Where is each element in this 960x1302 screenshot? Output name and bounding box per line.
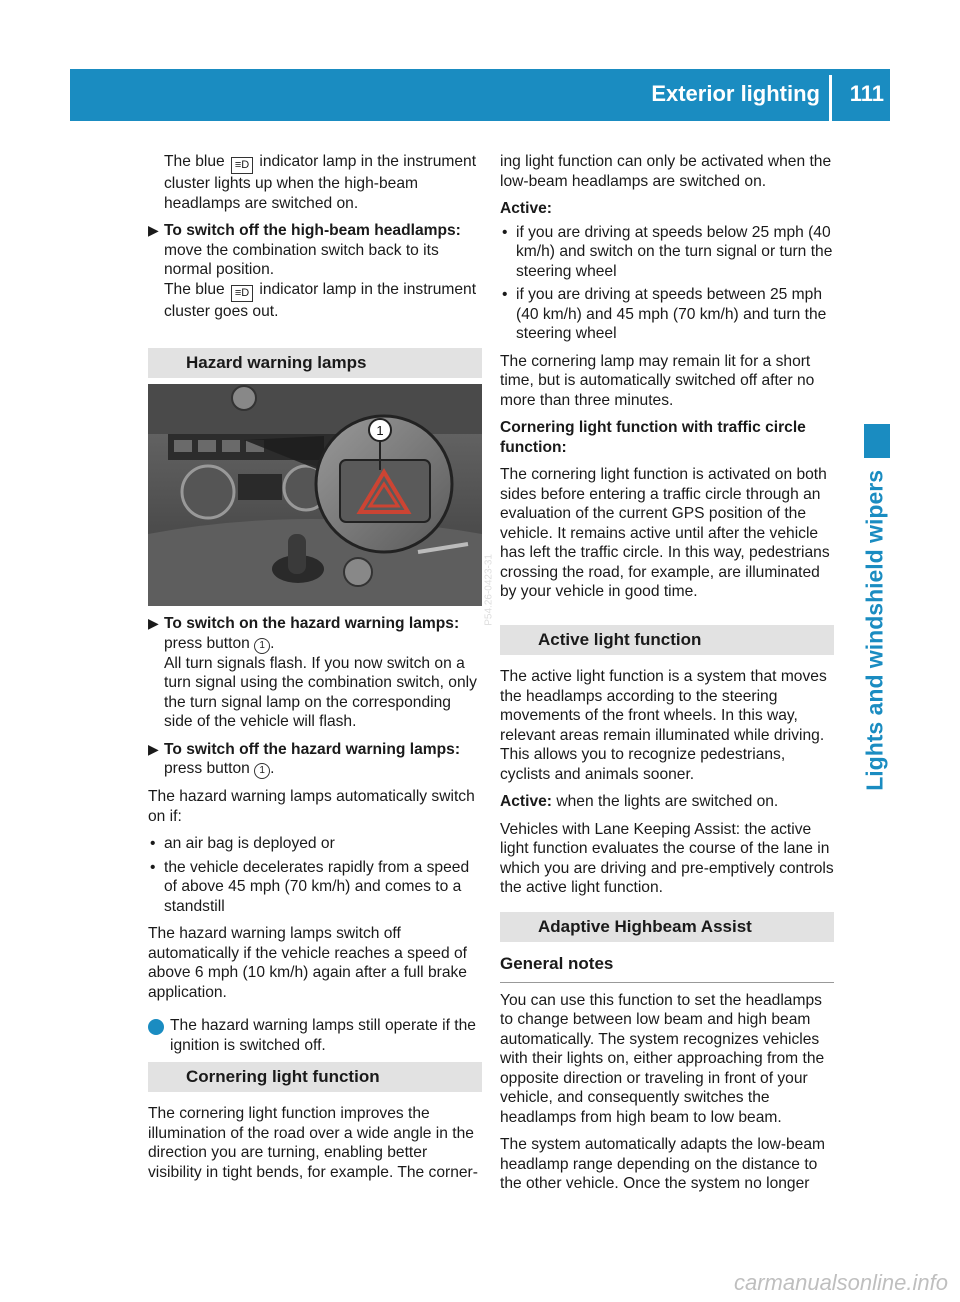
section-title-adaptive: Adaptive Highbeam Assist: [500, 912, 834, 942]
bullet-icon: •: [150, 858, 156, 876]
button-1-icon: 1: [254, 638, 270, 654]
high-beam-icon: ≡D: [231, 285, 253, 302]
step-switch-off-hazard: ▶ To switch off the hazard warning lamps: press button 1 .: [148, 740, 461, 777]
hazard-button-photo: [148, 384, 495, 626]
side-tab-marker: [864, 424, 890, 458]
active-light-paragraph: The active light function is a system that moves the headlamps according to the steering movements of the front wheels. In this way, relevant areas remain illuminated while driving. This allows you to recognize pedestrians, cyclists and animals sooner.: [500, 668, 827, 783]
side-tab: [848, 470, 902, 791]
active-light-section: [500, 625, 834, 906]
page-header: [70, 69, 890, 121]
adaptive-paragraph-2: The system automatically adapts the low-beam headlamp range depending on the distance to the other vehicle. Once the system no longer: [500, 1136, 826, 1192]
section-title-hazard: Hazard warning lamps: [148, 348, 482, 378]
auto-off-paragraph: The hazard warning lamps switch off automatically if the vehicle reaches a speed of above 6 mph (10 km/h) again after a full brake application.: [148, 925, 467, 1001]
list-item: • the vehicle decelerates rapidly from a speed of above 45 mph (70 km/h) and comes to a standstill: [150, 858, 470, 915]
bullet-icon: •: [150, 835, 156, 852]
adaptive-paragraph-1: You can use this function to set the headlamps to change between low beam and high beam automatically. The system recognizes vehicles with their lights on, either approaching from the opposite direction or traveling in front of your vehicle, and consequently switches the headlamps from high beam to low beam.: [500, 991, 825, 1126]
left-column-steps: [143, 614, 482, 1063]
cornering-section: [148, 1062, 482, 1190]
header-title: Exterior lighting: [651, 81, 820, 106]
intro-paragraph: The blue ≡D indicator lamp in the instrument cluster lights up when the high-beam headlamps are switched on.: [164, 153, 477, 212]
marker-label: 1: [376, 423, 384, 438]
bullet-icon: •: [502, 286, 508, 303]
list-item: • if you are driving at speeds between 25 mph (40 km/h) and 45 mph (70 km/h) and turn the steering wheel: [502, 286, 827, 342]
step-switch-on-hazard: ▶ To switch on the hazard warning lamps: press button 1 . All turn signals flash. If you now switch on a turn signal using the combination switch, only the turn signal lamp on the corresponding side of the vehicle will flash.: [148, 615, 477, 730]
left-column-top: [148, 152, 482, 329]
step-switch-off-high-beam: ▶ To switch off the high-beam headlamps: move the combination switch back to its normal position. The blue ≡D indicator lamp in the instrument cluster goes out.: [148, 222, 477, 320]
auto-list: [148, 834, 482, 916]
dashboard-illustration: [148, 384, 482, 606]
photo-code: P54.26-0423-31: [484, 554, 495, 626]
right-column-top: [500, 152, 834, 610]
list-item: • if you are driving at speeds below 25 mph (40 km/h) and switch on the turn signal or turn the steering wheel: [502, 223, 833, 280]
step-arrow-icon: ▶: [148, 740, 159, 757]
section-title-cornering: Cornering light function: [148, 1062, 482, 1092]
traffic-circle-paragraph: The cornering light function is activated on both sides before entering a traffic circle through an evaluation of the current GPS position of the vehicle. It remains active until after the vehicle has left the traffic circle. In this way, pedestrians crossing the road, for example, are illuminated by your vehicle in good time.: [500, 466, 830, 600]
active-label: Active:: [500, 200, 552, 217]
adaptive-section: [500, 912, 834, 1202]
section-title-active-light: Active light function: [500, 625, 834, 655]
lane-keeping-paragraph: Vehicles with Lane Keeping Assist: the active light function evaluates the course of the lane in which you are driving and pre-emptively controls the active light function.: [500, 820, 834, 896]
side-tab-label: Lights and windshield wipers: [861, 470, 888, 791]
high-beam-icon: ≡D: [231, 157, 253, 174]
cornering-continued: ing light function can only be activated when the low-beam headlamps are switched on.: [500, 153, 832, 190]
list-item: • an air bag is deployed or: [150, 835, 335, 852]
lamp-remain-paragraph: The cornering lamp may remain lit for a short time, but is automatically switched off after no more than three minutes.: [500, 352, 815, 409]
step-arrow-icon: ▶: [148, 222, 159, 238]
header-separator: [829, 75, 832, 121]
page-number: 111: [849, 81, 884, 106]
active-when-paragraph: Active: when the lights are switched on.: [500, 793, 779, 810]
watermark: carmanualsonline.info: [733, 1270, 948, 1295]
info-note: i The hazard warning lamps still operate if the ignition is switched off.: [143, 1017, 476, 1054]
auto-intro: The hazard warning lamps automatically switch on if:: [148, 788, 475, 825]
traffic-circle-title: Cornering light function with traffic circle function:: [500, 419, 806, 456]
info-icon: i: [148, 1019, 164, 1035]
active-list: [500, 223, 834, 344]
step-arrow-icon: ▶: [148, 615, 159, 631]
cornering-paragraph: The cornering light function improves the illumination of the road over a wide angle in the direction you are turning, enabling better visibility in tight bends, for example. The corner-: [148, 1105, 478, 1181]
general-notes-heading: General notes: [500, 954, 834, 983]
bullet-icon: •: [502, 223, 508, 241]
button-1-icon: 1: [254, 763, 270, 779]
hazard-section-header: [148, 348, 482, 378]
